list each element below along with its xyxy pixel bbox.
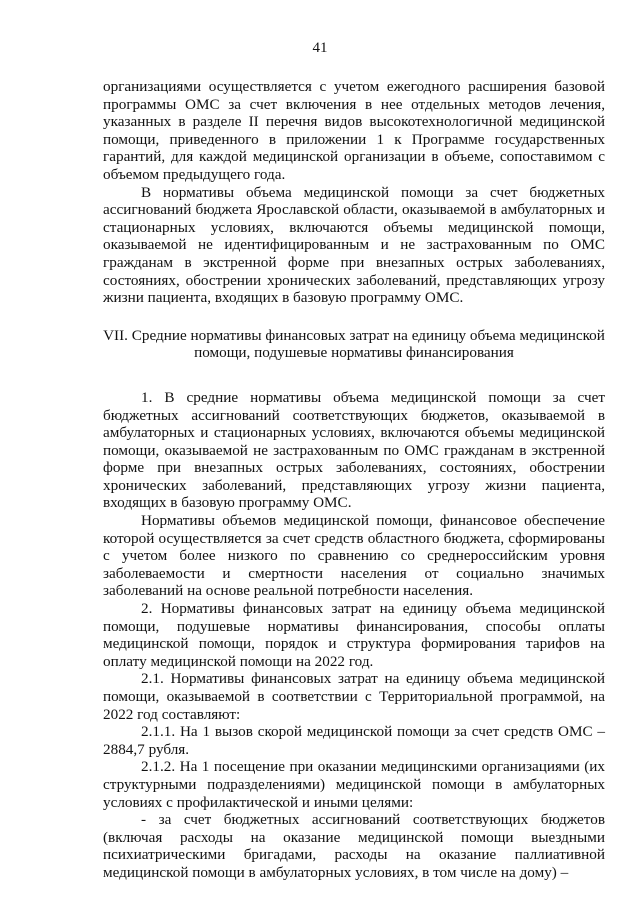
paragraph: 1. В средние нормативы объема медицинской помощи за счет бюджетных ассигнований соответствующих бюджетов, оказываемой в амбулаторных и стационарных условиях, включаются объемы медицинской помощи, оказываемой не застрахованным по ОМС гражданам в экстренной форме при внезапных острых заболеваниях, состояниях, обострении хронических заболеваний, представляющих угрозу жизни пациента, входящих в базовую программу ОМС.: [103, 388, 605, 512]
paragraph: 2.1.2. На 1 посещение при оказании медицинскими организациями (их структурными подразделениями) медицинской помощи в амбулаторных условиях с профилактической и иными целями:: [103, 758, 605, 811]
paragraph: 2.1.1. На 1 вызов скорой медицинской помощи за счет средств ОМС – 2884,7 рубля.: [103, 723, 605, 758]
paragraph: В нормативы объема медицинской помощи за счет бюджетных ассигнований бюджета Ярославской области, оказываемой в амбулаторных и стационарных условиях, включаются объемы медицинской помощи, оказываемой не идентифицированным и не застрахованным по ОМС гражданам в экстренной форме при внезапных острых заболеваниях, состояниях, обострении хронических заболеваний, представляющих угрозу жизни пациента, входящих в базовую программу ОМС.: [103, 183, 605, 307]
paragraph: 2. Нормативы финансовых затрат на единицу объема медицинской помощи, подушевые нормативы финансирования, способы оплаты медицинской помощи, порядок и структура формирования тарифов на оплату медицинской помощи на 2022 год.: [103, 600, 605, 670]
paragraph: организациями осуществляется с учетом ежегодного расширения базовой программы ОМС за счет включения в нее отдельных методов лечения, указанных в разделе II перечня видов высокотехнологичной медицинской помощи, приведенного в приложении 1 к Программе государственных гарантий, для каждой медицинской организации в объеме, сопоставимом с объемом предыдущего года.: [103, 78, 605, 183]
document-body: [103, 78, 605, 882]
paragraph: 2.1. Нормативы финансовых затрат на единицу объема медицинской помощи, оказываемой в соответствии с Территориальной программой, на 2022 год составляют:: [103, 670, 605, 723]
paragraph: Нормативы объемов медицинской помощи, финансовое обеспечение которой осуществляется за счет средств областного бюджета, сформированы с учетом более низкого по сравнению со среднероссийским уровня заболеваемости и смертности населения от социально значимых заболеваний на основе реальной потребности населения.: [103, 512, 605, 600]
paragraph: - за счет бюджетных ассигнований соответствующих бюджетов (включая расходы на оказание медицинской помощи выездными психиатрическими бригадами, расходы на оказание паллиативной медицинской помощи в амбулаторных условиях, в том числе на дому) –: [103, 811, 605, 881]
page-number: 41: [312, 40, 328, 56]
section-heading: VII. Средние нормативы финансовых затрат на единицу объема медицинской помощи, подушевые нормативы финансирования: [103, 326, 605, 362]
